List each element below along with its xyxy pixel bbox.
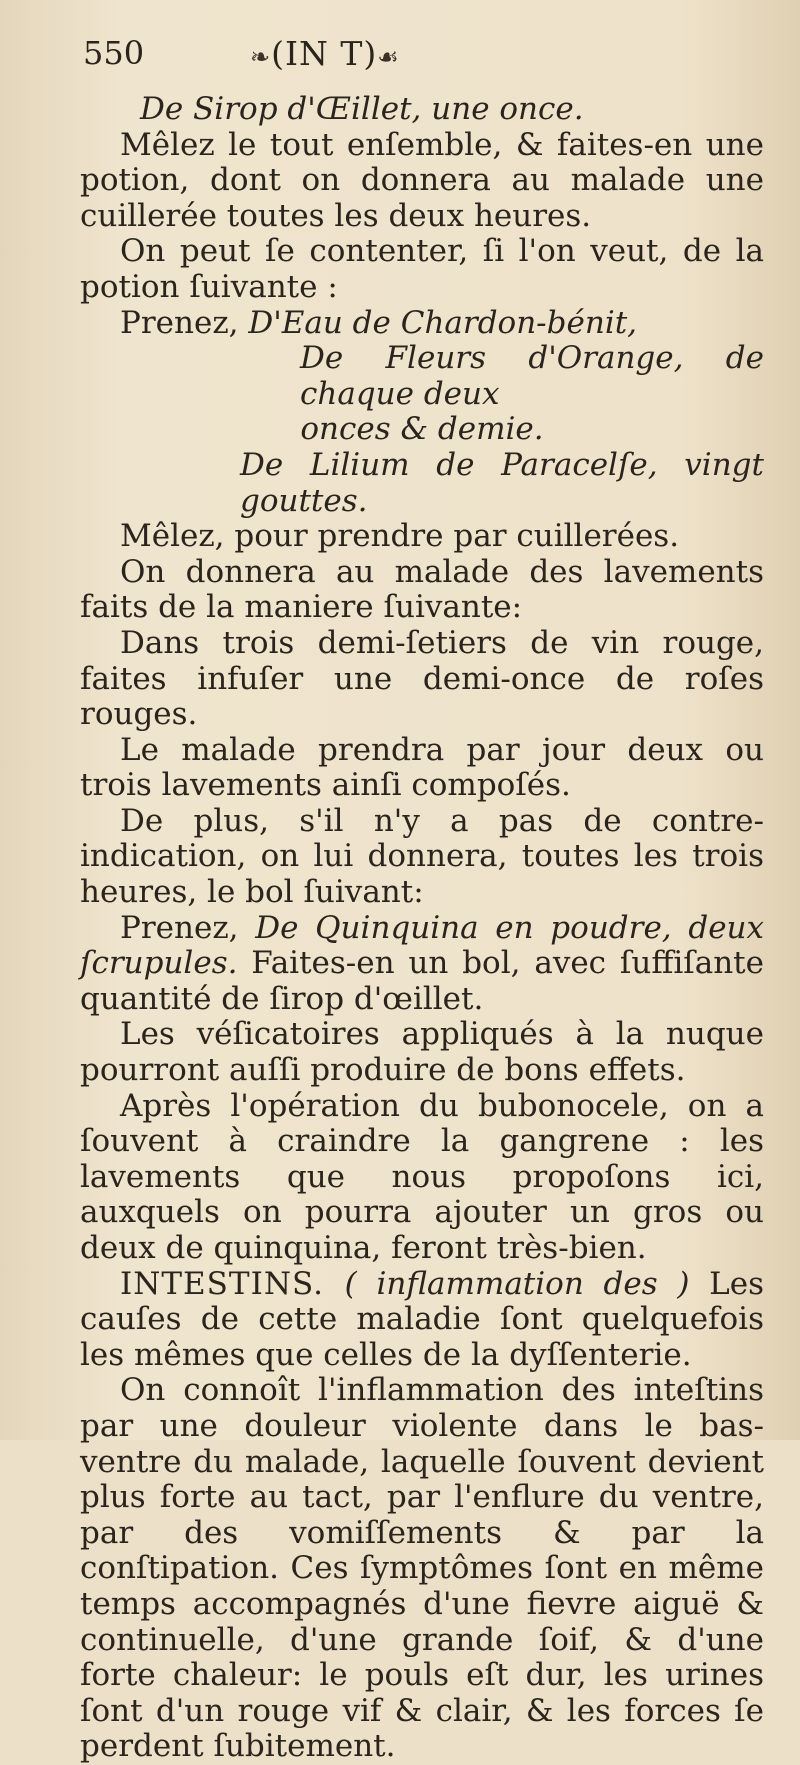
running-head-open: ( [271, 34, 285, 73]
entry-heading: INTESTINS. [120, 1265, 345, 1302]
paragraph: Dans trois demi-ſetiers de vin rouge, faites infuſer une demi-once de roſes rouges. [80, 624, 764, 733]
paragraph: On peut ſe contenter, ſi l'on veut, de la potion ſuivante : [80, 233, 764, 305]
recipe-ingredient: De Quinquina en poudre, deux ſcrupules. [80, 909, 764, 982]
ornament-left-icon: ❧ [250, 43, 272, 71]
ornament-right-icon: ☙ [377, 43, 400, 71]
recipe-instruction: Faites-en un bol, avec ſuffiſante quantité de ſirop d'œillet. [80, 945, 764, 1017]
running-head [250, 34, 400, 73]
recipe-line: onces & demie. [300, 411, 544, 448]
entry-text: Les cauſes de cette maladie ſont quelquefois les mêmes que celles de la dyſſenterie. [80, 1265, 764, 1373]
running-head-text: IN T [284, 34, 364, 73]
paragraph: Les véſicatoires appliqués à la nuque pourront auſſi produire de bons effets. [80, 1016, 764, 1089]
paragraph: On connoît l'inflammation des inteſtins par une douleur violente dans le bas-ventre du malade, laquelle ſouvent devient plus forte au tact, par l'enflure du ventre, par des vomiſſements & par la conſtipation. Ces ſymptômes ſont en même temps accompagnés d'une fievre aiguë & continuelle, d'une grande ſoif, & d'une forte chaleur: le pouls eſt dur, les urines ſont d'un rouge vif & clair, & les forces ſe perdent ſubitement. [80, 1372, 764, 1765]
paragraph: De plus, s'il n'y a pas de contre-indication, on lui donnera, toutes les trois heures, le bol ſuivant: [80, 802, 764, 911]
page-number: 550 [83, 34, 145, 72]
recipe-line: De Sirop d'Œillet, une once. [140, 91, 584, 127]
page-body [80, 92, 764, 1765]
paragraph [80, 1267, 764, 1374]
recipe-line [80, 306, 764, 342]
paragraph: On donnera au malade des lavements faits de la maniere ſuivante: [80, 553, 764, 626]
paragraph: Le malade prendra par jour deux ou trois lavements ainſi compoſés. [80, 731, 764, 804]
recipe-line: De Lilium de Paracelſe, vingt gouttes. [240, 446, 764, 519]
paragraph: Mêlez, pour prendre par cuillerées. [120, 518, 680, 555]
paragraph: Après l'opération du bubonocele, on a ſouvent à craindre la gangrene : les lavements que nous propoſons ici, auxquels on pourra ajouter un gros ou deux de quinquina, feront très-bien. [80, 1087, 764, 1266]
page-header [0, 34, 800, 84]
paragraph: Mêlez le tout enſemble, & faites-en une potion, dont on donnera au malade une cuillerée toutes les deux heures. [80, 126, 764, 234]
recipe-line: De Fleurs d'Orange, de chaque deux [300, 340, 764, 412]
paragraph [80, 911, 764, 1018]
running-head-close: ) [363, 34, 378, 73]
recipe-prenez: Prenez, [120, 909, 256, 946]
recipe-prenez: Prenez, [120, 304, 249, 341]
entry-subheading: ( inflammation des ) [344, 1265, 710, 1302]
recipe-ingredient: D'Eau de Chardon-bénit, [248, 304, 638, 341]
